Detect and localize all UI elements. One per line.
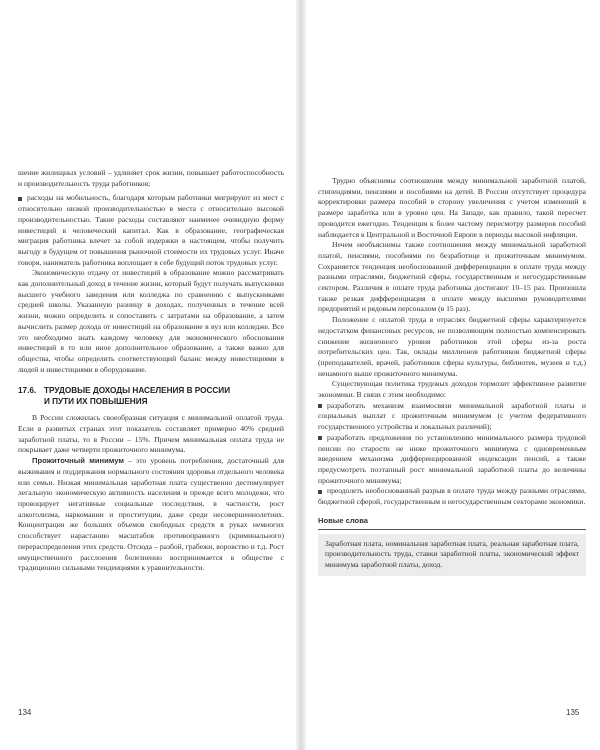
bullet-marker-icon	[318, 490, 322, 494]
paragraph: Положение с оплатой труда в отраслях бюджетной сферы характеризуется недостатком финансовых ресурсов, не позволяющим полностью компенсировать снижение жизненного уровня работников этой сферы из-за роста потребительских цен. Так, оклады миллионов работников бюджетной сферы (преподавателей, врачей, работников сферы культуры, библиотек, музеев и т.д.) ненамного выше прожиточного минимума.	[318, 315, 586, 378]
bullet-marker-icon	[318, 436, 322, 440]
left-page	[0, 0, 298, 750]
new-words-heading: Новые слова	[318, 516, 586, 530]
paragraph: Нечем необъяснимы также соотношения между минимальной заработной платой, пенсиями, пособиями по безработице и прожиточным минимумом. Сохраняется тенденция необоснованной дифференциации в оплате труда между разными отраслями, бюджетной сферы, государственным и негосударственным сектором. Различия в оплате труда работника достигают 10–15 раз. Произошла также резкая дифференциация в оплате между высшими руководителями предприятий и рядовым персоналом (в 15 раз).	[318, 240, 586, 314]
paragraph: шение жилищных условий – удлиняет срок жизни, повышает работоспособность и производительность труда работников;	[18, 168, 284, 188]
bullet-item: разработать предложения по установлению минимального размера трудовой пенсии по старости не ниже прожиточного минимума с одновременным введением механизма дифференцированной индексации пенсий, а также предусмотреть поэтапный рост минимальной заработной платы до величины прожиточного минимума;	[318, 432, 586, 485]
paragraph: Экономическую отдачу от инвестиций в образование можно рассматривать как дополнительный доход в течение жизни, который будут получать выпускники высшего учебного заведения или колледжа по сравнению с выпускниками средней школы. Указанную разницу в доходах, полученных в течение всей жизни, можно определить и сопоставить с затратами на образование, а затем вычислить размер дохода от инвестиций на образование в вуз или колледже. Все это необходимо знать каждому человеку для экономического обоснования инвестиций в то или иное дополнительное образование, а также важно для общества, чтобы определить соответствующий баланс между инвестициями в людей и инвестициями в оборудование.	[18, 268, 284, 374]
paragraph: Трудно объяснимы соотношения между минимальной заработной платой, стипендиями, пенсиями и пособиями на детей. В России отсутствует процедура корректировки размера пособий в сторону увеличения с учетом изменений в размере заработка или в уровне цен. На Западе, как правило, такой пересчет проводится ежегодно. Тенденция к более частому пересмотру размеров пособий наблюдается в Центральной и Восточной Европе в периоды высокой инфляции.	[318, 176, 586, 239]
section-number: 17.6.	[18, 386, 37, 396]
bullet-marker-icon	[318, 404, 322, 408]
bullet-item: разработать механизм взаимосвязи минимальной заработной платы и социальных выплат с прожиточным минимумом (с учетом федеративного государственного устройства и локальных различий);	[318, 400, 586, 432]
bullet-item: преодолеть необоснованный разрыв в оплате труда между разными отраслями, бюджетной сферой, государственным и негосударственным секторами экономики.	[318, 486, 586, 507]
paragraph-definition: Прожиточный минимум – это уровень потребления, достаточный для выживания и поддержания нормального состояния здоровья отдельного человека или семьи. Низкая минимальная заработная плата существенно дестимулирует легальную экономическую активность населения и прежде всего молодежи, что провоцирует негативные социальные последствия, в частности, рост алкоголизма, наркомании и проституции, даже среди несовершеннолетних. Концентрация же больших объемов свободных средств в руках немногих способствует нарастанию масштабов противоправного (криминального) перераспределения этих средств. Отсюда – разбой, грабежи, воровство и т.д. Рост имущественного расслоения болезненно воспринимается в обществе с традиционно сильными тенденциями к уравнительности.	[18, 456, 284, 573]
page-number: 134	[18, 708, 32, 717]
bullet-item: расходы на мобильность, благодаря которым работники мигрируют из мест с относительно низкой производительностью в места с относительно высокой производительностью. Такие расходы составляют наименее очевидную форму инвестиций в человеческий капитал. Как в образование, географическая миграция работника влечет за собой издержки в настоящем, чтобы получить выгоду в будущем от повышения рыночной стоимости их трудовых услуг. Иначе говоря, наниматель работника воплощает в себе будущий поток трудовых услуг.	[18, 193, 284, 267]
page-number: 135	[566, 708, 580, 717]
left-text-column	[18, 168, 284, 574]
section-heading: 17.6. ТРУДОВЫЕ ДОХОДЫ НАСЕЛЕНИЯ В РОССИИ И ПУТИ ИХ ПОВЫШЕНИЯ	[18, 385, 284, 407]
paragraph: В России сложилась своеобразная ситуация с минимальной оплатой труда. Если в развитых странах этот показатель составляет примерно 40% средней заработной платы, то в России – 15%. Причем минимальная оплата труда не покрывает даже четверти прожиточного минимума.	[18, 413, 284, 455]
term-prozhitochny-minimum: Прожиточный минимум	[32, 456, 125, 466]
new-words-box: Заработная плата, номинальная заработная плата, реальная заработная плата, производительность труда, ставки заработной платы, экономический эффект минимума заработной платы, доход.	[318, 534, 586, 576]
section-title-line-2: И ПУТИ ИХ ПОВЫШЕНИЯ	[44, 397, 148, 407]
right-text-column	[318, 176, 586, 576]
paragraph: Существующая политика трудовых доходов тормозит эффективное развитие экономики. В связи с этим необходимо:	[318, 379, 586, 400]
bullet-marker-icon	[18, 197, 22, 201]
right-page	[304, 0, 600, 750]
